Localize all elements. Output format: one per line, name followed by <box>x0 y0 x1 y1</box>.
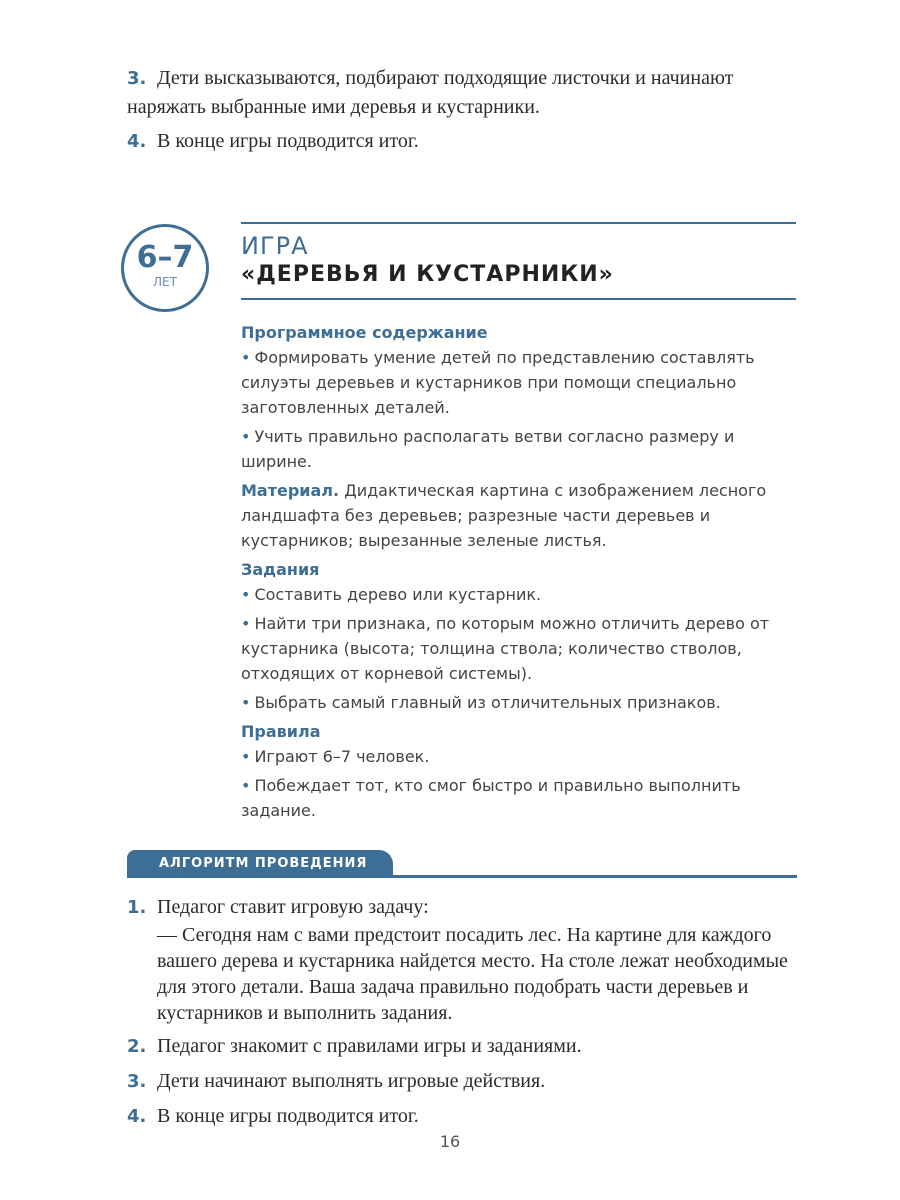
algorithm-tab: АЛГОРИТМ ПРОВЕДЕНИЯ <box>127 850 393 877</box>
step-text: В конце игры подводится итог. <box>157 130 419 152</box>
algorithm-divider <box>127 875 797 878</box>
bullet-icon: • <box>241 348 251 367</box>
list-item <box>127 64 797 121</box>
bullet-text: Формировать умение детей по представлению составлять силуэты деревьев и кустарников при помощи специально заготовленных деталей. <box>241 348 755 417</box>
age-unit: ЛЕТ <box>153 275 177 289</box>
bullet-text: Побеждает тот, кто смог быстро и правильно выполнить задание. <box>241 776 741 820</box>
step-text: В конце игры подводится итог. <box>157 1105 419 1127</box>
step-number: 3. <box>127 68 147 89</box>
bullet-text: Учить правильно располагать ветви согласно размеру и ширине. <box>241 427 735 471</box>
bullet-text: Составить дерево или кустарник. <box>254 585 542 604</box>
list-item <box>241 773 797 823</box>
page-number: 16 <box>439 1132 461 1151</box>
game-kind: ИГРА <box>241 232 309 260</box>
list-item <box>241 345 797 420</box>
game-description <box>241 316 797 827</box>
step-number: 4. <box>127 1106 147 1127</box>
top-steps-list <box>127 64 797 162</box>
material-text: Дидактическая картина с изображением лесного ландшафта без деревьев; разрезные части деревьев и кустарников; вырезанные зеленые листья. <box>241 481 767 550</box>
list-item <box>127 1102 797 1131</box>
age-badge <box>121 224 209 312</box>
title-divider-top <box>241 222 796 224</box>
step-text: Педагог ставит игровую задачу: <box>157 896 429 918</box>
bullet-icon: • <box>241 427 251 446</box>
program-heading: Программное содержание <box>241 323 488 342</box>
list-item <box>241 582 797 607</box>
list-item <box>127 127 797 156</box>
step-number: 4. <box>127 131 147 152</box>
bullet-text: Выбрать самый главный из отличительных признаков. <box>254 693 721 712</box>
algorithm-steps-list <box>127 893 797 1137</box>
bullet-text: Играют 6–7 человек. <box>254 747 430 766</box>
bullet-icon: • <box>241 693 251 712</box>
bullet-icon: • <box>241 747 251 766</box>
bullet-icon: • <box>241 776 251 795</box>
list-item <box>127 1032 797 1061</box>
list-item <box>241 744 797 769</box>
step-number: 3. <box>127 1071 147 1092</box>
rules-heading: Правила <box>241 722 321 741</box>
list-item <box>241 690 797 715</box>
tasks-heading: Задания <box>241 560 320 579</box>
step-number: 1. <box>127 897 147 918</box>
list-item <box>241 424 797 474</box>
list-item <box>127 893 797 922</box>
bullet-text: Найти три признака, по которым можно отличить дерево от кустарника (высота; толщина ствола; количество стволов, отходящих от корневой системы). <box>241 614 770 683</box>
step-text: Дети начинают выполнять игровые действия. <box>157 1070 546 1092</box>
teacher-speech: — Сегодня нам с вами предстоит посадить лес. На картине для каждого вашего дерева и кустарника найдется место. На столе лежат необходимые для этого детали. Ваша задача правильно подобрать части деревьев и кустарников и выполнить задания. <box>157 924 788 1024</box>
title-divider-bottom <box>241 298 796 300</box>
game-title: «ДЕРЕВЬЯ И КУСТАРНИКИ» <box>241 262 614 287</box>
material-label: Материал. <box>241 481 340 500</box>
age-range: 6–7 <box>136 240 194 275</box>
step-text: Дети высказываются, подбирают подходящие листочки и начинают наряжать выбранные ими деревья и кустарники. <box>127 67 734 118</box>
bullet-icon: • <box>241 614 251 633</box>
step-text: Педагог знакомит с правилами игры и заданиями. <box>157 1035 582 1057</box>
step-number: 2. <box>127 1036 147 1057</box>
material-paragraph <box>241 478 797 553</box>
bullet-icon: • <box>241 585 251 604</box>
list-item <box>127 1067 797 1096</box>
list-item <box>241 611 797 686</box>
